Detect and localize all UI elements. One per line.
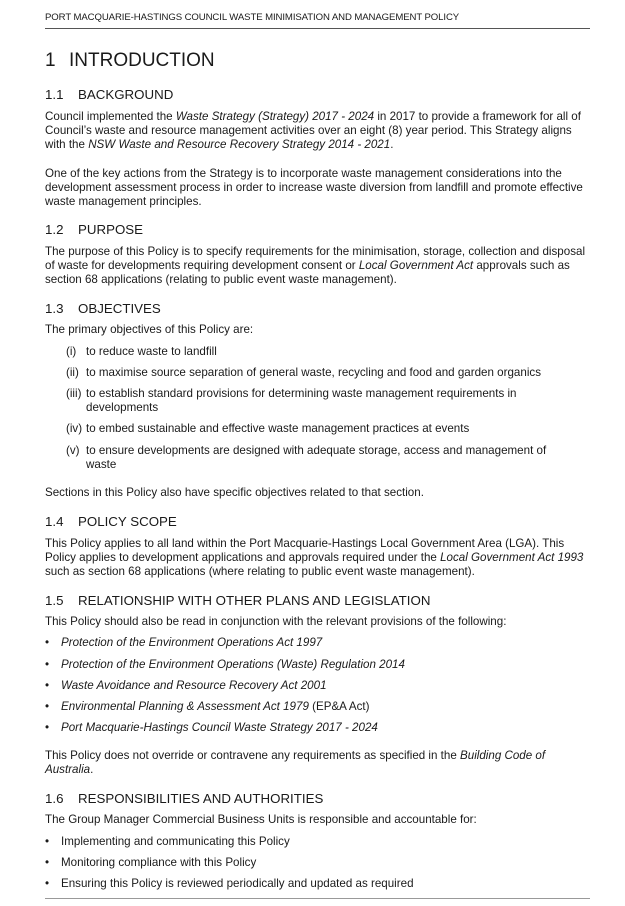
- legislation-item: • Waste Avoidance and Resource Recovery Act 2001: [45, 679, 327, 692]
- objective-item: (iv) to embed sustainable and effective waste management practices at events: [66, 422, 470, 435]
- responsibilities-intro: The Group Manager Commercial Business Units is responsible and accountable for:: [45, 813, 477, 826]
- objective-item: (v) to ensure developments are designed with adequate storage, access and management of waste: [66, 444, 547, 472]
- legislation-item: • Port Macquarie-Hastings Council Waste Strategy 2017 - 2024: [45, 721, 378, 734]
- running-header: PORT MACQUARIE-HASTINGS COUNCIL WASTE MINIMISATION AND MANAGEMENT POLICY: [45, 12, 590, 29]
- purpose-paragraph: The purpose of this Policy is to specify requirements for the minimisation, storage, collection and disposal of waste for developments requiring development consent or Local Government Act approvals such as section 68 applications (relating to public event waste management).: [45, 245, 586, 287]
- background-paragraph-2: One of the key actions from the Strategy is to incorporate waste management considerations into the development assessment process in order to increase waste diversion from landfill and promote effective waste management principles.: [45, 167, 583, 209]
- relationship-intro: This Policy should also be read in conjunction with the relevant provisions of the following:: [45, 615, 507, 628]
- heading-objectives: 1.3 OBJECTIVES: [45, 301, 161, 316]
- heading-policy-scope: 1.4 POLICY SCOPE: [45, 514, 177, 529]
- responsibility-item: • Ensuring this Policy is reviewed periodically and updated as required: [45, 877, 414, 890]
- footer-rule: [45, 898, 590, 899]
- objectives-outro: Sections in this Policy also have specific objectives related to that section.: [45, 486, 424, 499]
- responsibility-item: • Implementing and communicating this Policy: [45, 835, 290, 848]
- legislation-item: • Environmental Planning & Assessment Act 1979 (EP&A Act): [45, 700, 370, 713]
- heading-relationship: 1.5 RELATIONSHIP WITH OTHER PLANS AND LEGISLATION: [45, 593, 431, 608]
- objective-item: (ii) to maximise source separation of general waste, recycling and food and garden organics: [66, 366, 541, 379]
- heading-background: 1.1 BACKGROUND: [45, 87, 174, 102]
- heading-responsibilities: 1.6 RESPONSIBILITIES AND AUTHORITIES: [45, 791, 324, 806]
- objective-item: (i) to reduce waste to landfill: [66, 345, 217, 358]
- objective-item: (iii) to establish standard provisions for determining waste management requirements in developments: [66, 387, 517, 415]
- heading-purpose: 1.2 PURPOSE: [45, 222, 144, 237]
- legislation-item: • Protection of the Environment Operations Act 1997: [45, 636, 323, 649]
- scope-paragraph: This Policy applies to all land within the Port Macquarie-Hastings Local Government Area (LGA). This Policy applies to development applications and approvals required under the Local Government Act 1993 such as section 68 applications (where relating to public event waste management).: [45, 537, 584, 579]
- legislation-item: • Protection of the Environment Operations (Waste) Regulation 2014: [45, 658, 405, 671]
- relationship-outro: This Policy does not override or contravene any requirements as specified in the Building Code of Australia.: [45, 749, 546, 777]
- background-paragraph-1: Council implemented the Waste Strategy (Strategy) 2017 - 2024 in 2017 to provide a framework for all of Council’s waste and resource management activities over an eight (8) year period. This Strategy aligns with the NSW Waste and Resource Recovery Strategy 2014 - 2021.: [45, 110, 581, 152]
- section-heading-introduction: 1 INTRODUCTION: [45, 50, 215, 71]
- responsibility-item: • Monitoring compliance with this Policy: [45, 856, 257, 869]
- objectives-intro: The primary objectives of this Policy are:: [45, 323, 254, 336]
